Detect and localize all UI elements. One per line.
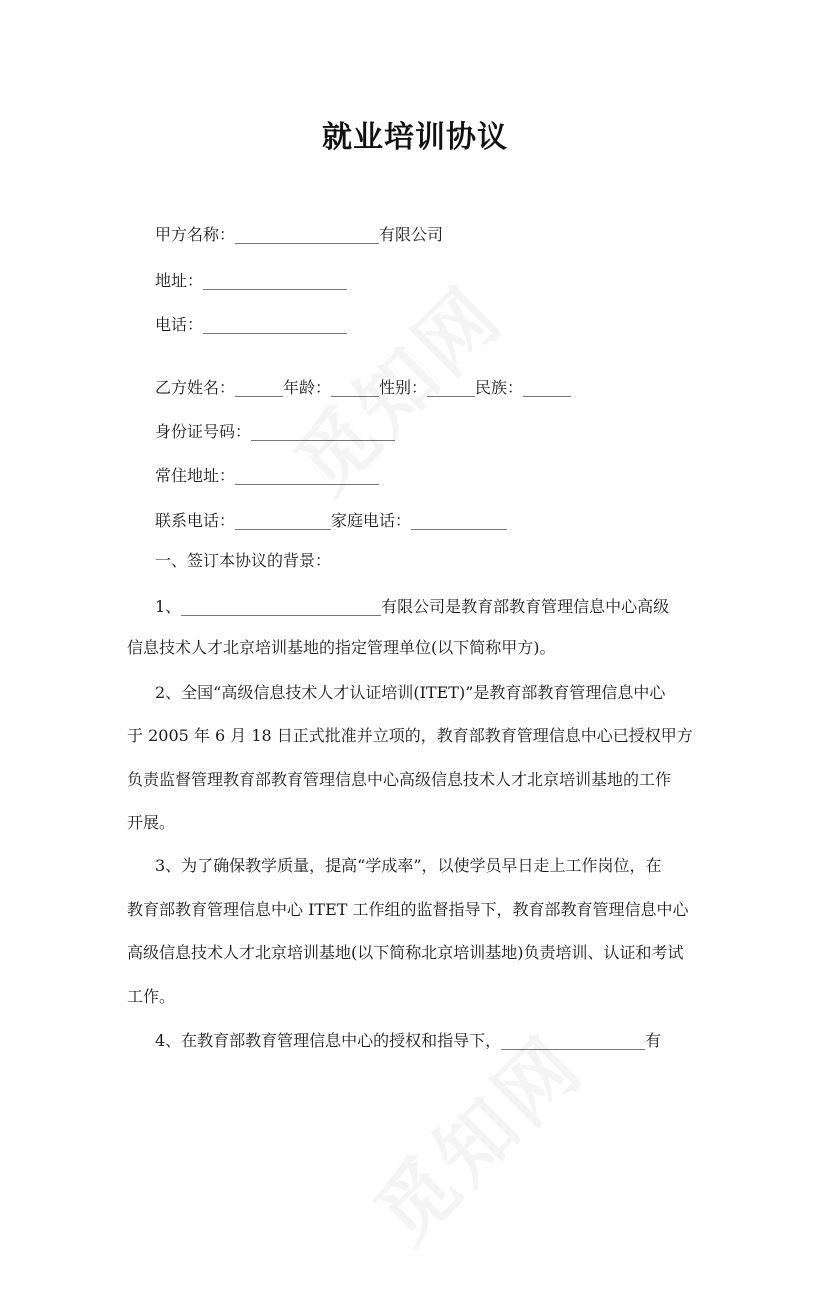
page-title: 就业培训协议 (322, 120, 508, 155)
party-a-address-line: 地址：__________________ (155, 271, 348, 290)
item3-line: 3、为了确保教学质量，提高“学成率”，以使学员早日走上工作岗位，在 (155, 856, 662, 875)
section-heading: 一、签订本协议的背景： (155, 551, 332, 570)
item2-line: 负责监督管理教育部教育管理信息中心高级信息技术人才北京培训基地的工作 (127, 770, 672, 789)
party-a-phone-line: 电话：__________________ (155, 315, 348, 334)
item2-line: 开展。 (127, 813, 176, 832)
item3-line: 工作。 (127, 987, 176, 1006)
party-b-name-line: 乙方姓名：______年龄：______性别：______民族：______ (155, 378, 572, 397)
item4-line: 4、在教育部教育管理信息中心的授权和指导下，__________________有 (155, 1031, 662, 1050)
party-b-id-line: 身份证号码：__________________ (155, 422, 396, 441)
item2-line: 2、全国“高级信息技术人才认证培训(ITET)”是教育部教育管理信息中心 (155, 683, 666, 702)
item1-line: 信息技术人才北京培训基地的指定管理单位(以下简称甲方)。 (127, 638, 556, 657)
item3-line: 教育部教育管理信息中心 ITET 工作组的监督指导下，教育部教育管理信息中心 (127, 900, 689, 919)
item1-line: 1、_________________________有限公司是教育部教育管理信息中心高级 (155, 597, 670, 616)
item3-line: 高级信息技术人才北京培训基地(以下简称北京培训基地)负责培训、认证和考试 (127, 943, 684, 962)
party-b-address-line: 常住地址：__________________ (155, 466, 380, 485)
party-b-contact-line: 联系电话：____________家庭电话：____________ (155, 511, 508, 530)
party-a-name-line: 甲方名称：__________________有限公司 (155, 225, 444, 244)
item2-line: 于 2005 年 6 月 18 日正式批准并立项的，教育部教育管理信息中心已授权甲方 (127, 726, 693, 745)
